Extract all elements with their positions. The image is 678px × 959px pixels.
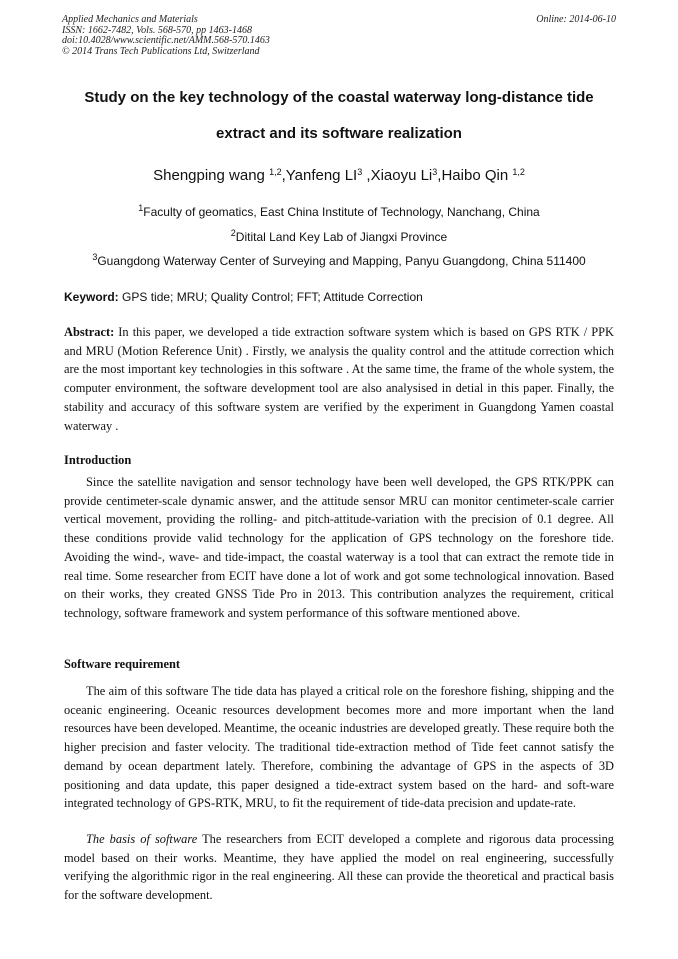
issn-line: ISSN: 1662-7482, Vols. 568-570, pp 1463-1468 bbox=[62, 24, 252, 36]
online-date: Online: 2014-06-10 bbox=[536, 14, 616, 25]
software-requirement-heading: Software requirement bbox=[64, 657, 180, 671]
affiliation-1: $^1$Faculty of geomatics, East China Institute of Technology, Nanchang, China bbox=[138, 203, 540, 219]
abstract-label: Abstract: bbox=[64, 325, 115, 339]
author: Xiaoyu Li$^3$, bbox=[370, 167, 442, 184]
author-list bbox=[40, 167, 638, 184]
author: Yanfeng $LI^3$ , bbox=[285, 167, 371, 184]
affiliation-2: $^2$Ditital Land Key Lab of Jiangxi Province bbox=[230, 228, 448, 244]
title-line-1: Study on the key technology of the coastal waterway long-distance tide bbox=[84, 89, 594, 106]
author: Shengping wang $^{1,2}$, bbox=[153, 167, 286, 184]
author: Haibo Qin $^{1,2}$ bbox=[441, 167, 525, 184]
copyright-line: © 2014 Trans Tech Publications Ltd, Switzerland bbox=[62, 45, 260, 57]
abstract-paragraph bbox=[64, 323, 614, 435]
introduction-paragraph: Since the satellite navigation and sensor technology have been well developed, the GPS RTK/PPK can provide centimeter-scale dynamic answer, and the attitude sensor MRU can monitor centimeter-scale carrier vertical movement, providing the rolling- and pitch-attitude-variation with the precision of 0.1 degree. All these conditions provide valid technology for the application of GPS technology on the foreshore tide. Avoiding the wind-, wave- and tide-impact, the coastal waterway is a tool that can extract the remote tide in real time. Some researcher from ECIT have done a lot of work and got some technological innovation. Based on their works, they created GNSS Tide Pro in 2013. This contribution analyzes the requirement, critical technology, software framework and system performance of this software mentioned above. bbox=[64, 475, 614, 620]
keyword-label: Keyword: bbox=[64, 290, 119, 304]
title-line-2: extract and its software realization bbox=[216, 125, 462, 142]
software-requirement-paragraph: The aim of this software The tide data has played a critical role on the foreshore fishing, shipping and the oceanic engineering. Oceanic resources development becomes more and more important when the land resources have been developed. Meantime, the oceanic industries are developed greatly. These require both the higher precision and faster velocity. The traditional tide-extraction method of Tide feet cannot satisfy the demand by ocean department lately. Therefore, combining the advantage of GPS in the aspects of 3D positioning and data update, this paper designed a tide-extract system based on the hard- and soft-ware integrated technology of GPS-RTK, MRU, to fit the requirement of tide-data precision and update-rate. bbox=[64, 684, 614, 811]
abstract-text: In this paper, we developed a tide extraction software system which is based on GPS RTK / PPK and MRU (Motion Reference Unit) . Firstly, we analysis the quality control and the attitude correction which are the most important key technologies in this software . At the same time, the frame of the whole system, the computer environment, the software development tool are also analysised in detial in this paper. Finally, the stability and accuracy of this software system are verified by the experiment in Guangdong Yamen coastal waterway . bbox=[64, 325, 614, 433]
basis-label: The basis of software bbox=[86, 832, 198, 846]
doi-line: doi:10.4028/www.scientific.net/AMM.568-570.1463 bbox=[62, 35, 270, 47]
journal-header bbox=[62, 15, 270, 57]
affiliation-3: $^3$Guangdong Waterway Center of Surveying and Mapping, Panyu Guangdong, China 511400 bbox=[92, 252, 586, 268]
basis-paragraph bbox=[64, 830, 614, 905]
keyword-text: GPS tide; MRU; Quality Control; FFT; Attitude Correction bbox=[118, 290, 423, 304]
journal-name: Applied Mechanics and Materials bbox=[62, 14, 198, 25]
introduction-heading: Introduction bbox=[64, 453, 132, 467]
keywords bbox=[64, 290, 624, 304]
basis-text: The researchers from ECIT developed a complete and rigorous data processing model based on their works. Meantime, they have applied the model on real engineering, successfully verifying the algorithmic rigor in the real engineering. All these can provide the theoretical and practical basis for the software development. bbox=[64, 832, 614, 903]
